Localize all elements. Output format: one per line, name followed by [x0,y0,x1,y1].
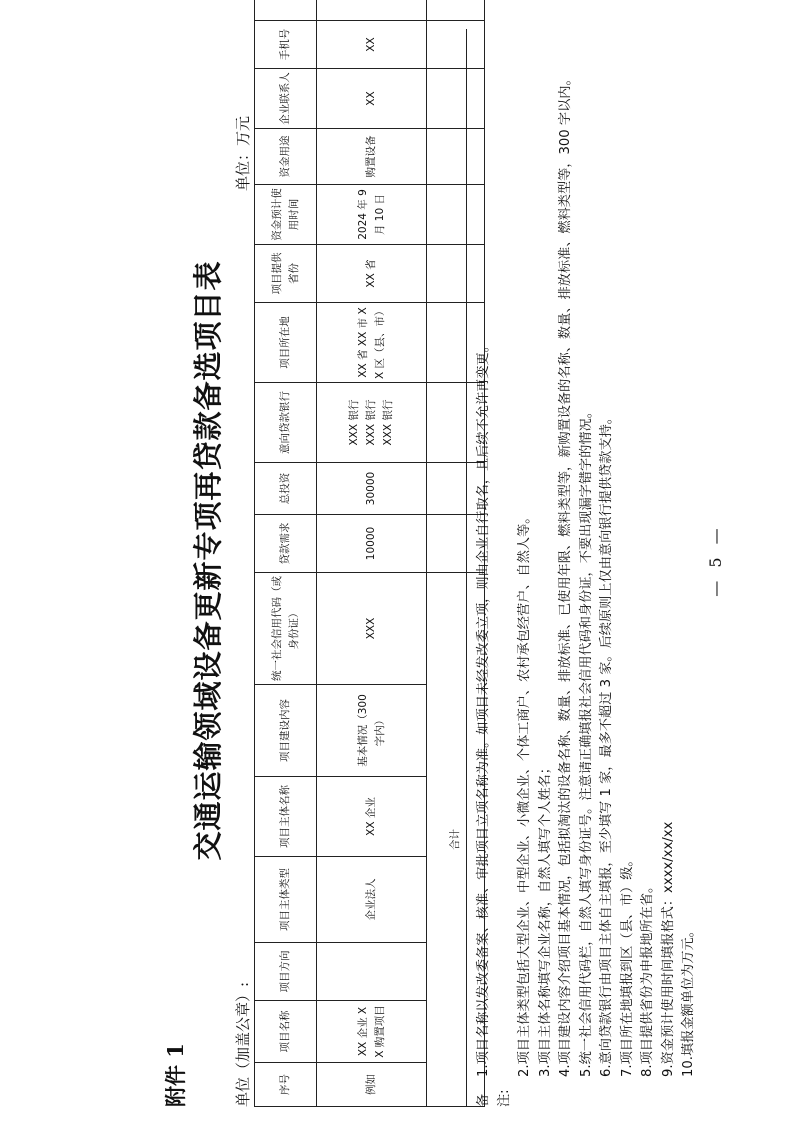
col-header-project-name: 项目名称 [255,1001,317,1063]
col-header-province: 项目提供省份 [255,245,317,303]
cell-project-direction [317,943,427,1001]
col-header-fund-use: 资金用途 [255,129,317,185]
cell-phone: XX [317,21,427,69]
note-item [679,27,700,1107]
note-item [556,27,577,1107]
col-header-total-investment: 总投资 [255,463,317,515]
note-text: 7.项目所在地填报到区（县、市）级。 [619,853,635,1077]
total-empty-cell [427,0,485,21]
note-item [577,27,598,1107]
notes-divider [466,29,467,1107]
col-header-entity-name: 项目主体名称 [255,777,317,857]
col-header-loan-demand: 贷款需求 [255,515,317,573]
table-header-row [255,0,317,1107]
cell-fund-time: 2024 年 9 月 10 日 [317,185,427,245]
cell-province: XX 省 [317,245,427,303]
cell-project-name: XX 企业 XX 购置项目 [317,1001,427,1063]
cell-construction-content: 基本情况（300 字内） [317,685,427,777]
notes-section [474,27,700,1107]
note-text: 1.项目名称以发改委备案、核准、审批项目立项名称为准。如项目未经发改委立项，则由企业自行取名，且后续不允许再变更。 [476,339,491,1077]
total-label: 合计 [427,573,485,1107]
col-header-contact: 企业联系人 [255,69,317,129]
col-header-phone: 手机号 [255,21,317,69]
note-item [618,27,639,1107]
col-header-location: 项目所在地 [255,303,317,383]
cell-loan-demand: 10000 [317,515,427,573]
col-header-intended-bank: 意向贷款银行 [255,383,317,463]
table-row [317,0,427,1107]
col-header-seq: 序号 [255,1063,317,1107]
note-item [638,27,659,1107]
cell-entity-name: XX 企业 [317,777,427,857]
cell-seq: 例如 [317,1063,427,1107]
col-header-construction-content: 项目建设内容 [255,685,317,777]
document-title: 交通运输领域设备更新专项再贷款备选项目表 [191,260,225,861]
note-text: 10.填报金额单位为万元。 [681,924,696,1077]
notes-prefix: 备注: [476,1089,512,1107]
note-item [597,27,618,1107]
col-header-entity-type: 项目主体类型 [255,857,317,943]
note-item [515,27,536,1107]
col-header-remarks [255,0,317,21]
cell-entity-type: 企业法人 [317,857,427,943]
note-text: 5.统一社会信用代码栏，自然人填写身份证号。注意请正确填报社会信用代码和身份证，不要出现漏字错字的情况。 [578,405,594,1077]
cell-intended-bank: XXX 银行 XXX 银行 XXX 银行 [317,383,427,463]
col-header-fund-time: 资金预计使用时间 [255,185,317,245]
cell-remarks [317,0,427,21]
note-text: 2.项目主体类型包括大型企业、中型企业、小微企业、个体工商户、农村承包经营户、自然人等。 [517,510,532,1077]
cell-location: XX 省 XX 市 XX 区（县、市） [317,303,427,383]
note-text: 4.项目建设内容介绍项目基本情况，包括拟淘汰的设备名称、数量、排放标准、已使用年限、燃料类型等，新购置设备的名称、数量、排放标准、燃料类型等，300 字以内。 [558,72,573,1077]
note-item [659,27,680,1107]
unit-seal-label: 单位（加盖公章）: [234,981,252,1107]
cell-contact: XX [317,69,427,129]
cell-fund-use: 购置设备 [317,129,427,185]
note-item [474,27,515,1107]
attachment-label: 附件 1 [163,1043,188,1107]
page-number: — 5 — [706,524,725,597]
col-header-project-direction: 项目方向 [255,943,317,1001]
note-text: 6.意向贷款银行由项目主体自主填报，至少填写 1 家，最多不超过 3 家。后续原则上仅由意向银行提供贷款支持。 [599,411,614,1077]
note-text: 9.资金预计使用时间填报格式：xxxx/xx/xx [660,821,676,1077]
note-text: 8.项目提供省份为申报地所在省。 [640,879,655,1077]
project-table [254,0,485,1107]
currency-unit-label: 单位：万元 [234,115,252,191]
note-text: 3.项目主体名称填写企业名称，自然人填写个人姓名； [537,761,553,1077]
note-item [536,27,557,1107]
cell-credit-code: XXX [317,573,427,685]
col-header-credit-code: 统一社会信用代码（或身份证） [255,573,317,685]
cell-total-investment: 30000 [317,463,427,515]
